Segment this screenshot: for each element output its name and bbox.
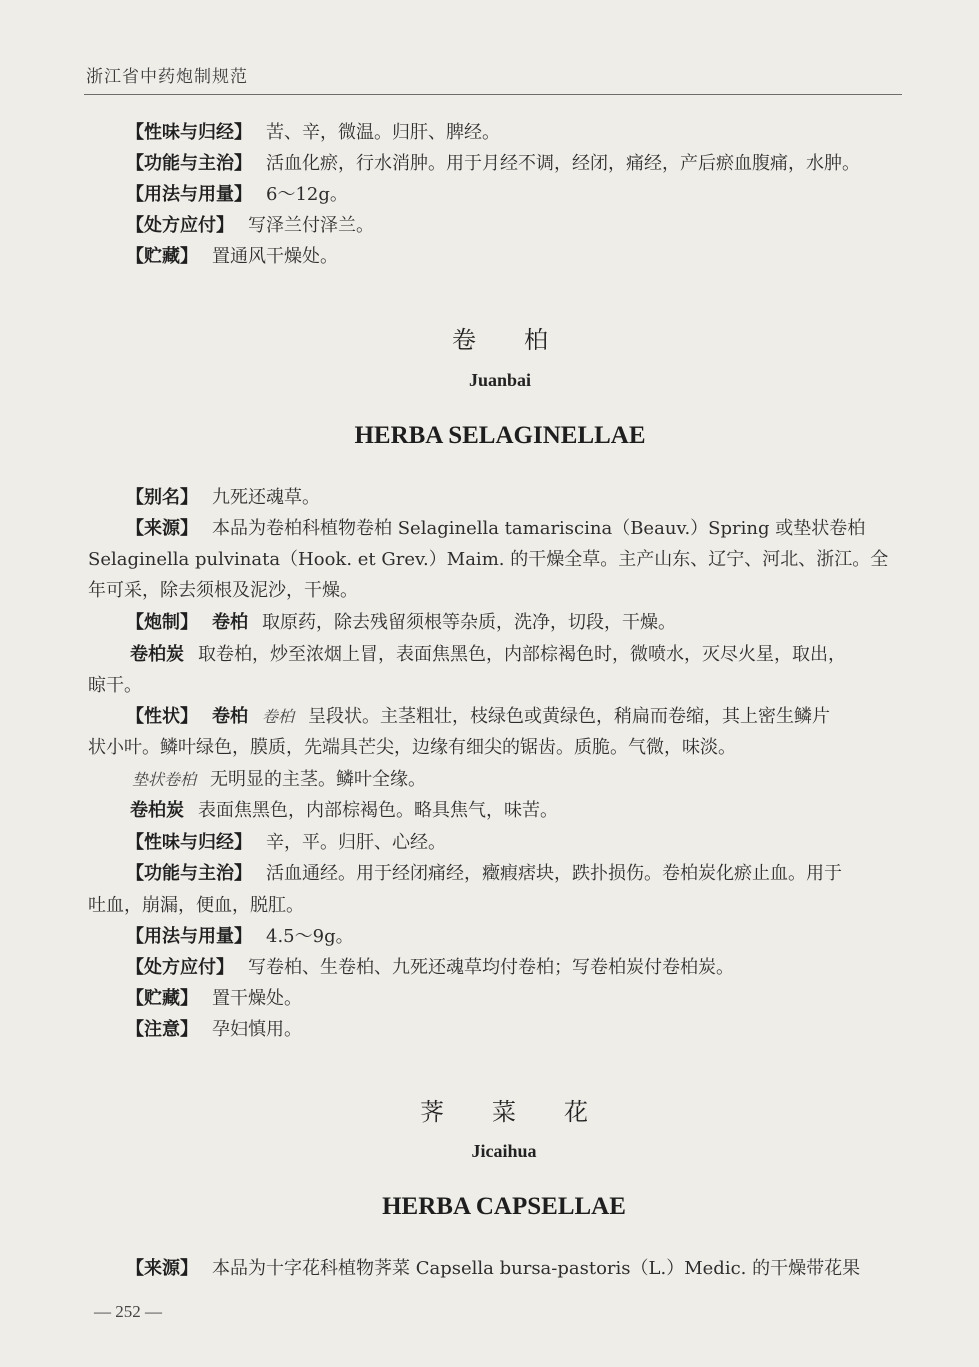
entry-taste-meridian <box>126 832 446 854</box>
entry-label: 【贮藏】 <box>126 988 198 1009</box>
handwritten-annotation: 卷柏 <box>262 707 295 726</box>
entry-label: 【用法与用量】 <box>126 926 252 947</box>
monograph-chinese-title: 荠 菜 花 <box>420 1098 588 1126</box>
monograph-pinyin: Juanbai <box>468 370 532 390</box>
entry-label: 【来源】 <box>126 518 198 539</box>
header-rule <box>84 94 902 95</box>
entry-storage <box>126 988 302 1010</box>
entry-processing-charcoal <box>130 644 846 666</box>
entry-source-cont: 年可采，除去须根及泥沙，干燥。 <box>88 580 358 601</box>
entry-label: 【性味与归经】 <box>126 122 252 143</box>
entry-alias <box>126 487 320 509</box>
entry-label: 【来源】 <box>126 1258 198 1279</box>
entry-properties-cont: 状小叶。鳞叶绿色，膜质，先端具芒尖，边缘有细尖的锯齿。质脆。气微，味淡。 <box>88 737 736 758</box>
entry-label: 【别名】 <box>126 487 198 508</box>
entry-label: 【炮制】 <box>126 612 198 633</box>
properties-subhead: 卷柏炭 <box>130 800 184 821</box>
monograph-chinese-title: 卷 柏 <box>452 326 548 354</box>
entry-text: 苦、辛，微温。归肝、脾经。 <box>266 122 500 143</box>
entry-label: 【功能与主治】 <box>126 153 252 174</box>
entry-properties <box>126 706 830 728</box>
page-number: — 252 — <box>94 1302 162 1321</box>
entry-properties-pulvinata <box>132 769 426 791</box>
entry-text: 无明显的主茎。鳞叶全缘。 <box>210 769 427 790</box>
entry-text: 孕妇慎用。 <box>212 1019 302 1040</box>
entry-processing <box>126 612 676 634</box>
entry-processing-cont: 晾干。 <box>88 675 142 696</box>
entry-source <box>126 1258 860 1280</box>
entry-text: 辛，平。归肝、心经。 <box>266 832 446 853</box>
entry-label: 【性味与归经】 <box>126 832 252 853</box>
monograph-pinyin: Jicaihua <box>471 1141 537 1161</box>
entry-text: 本品为十字花科植物荠菜 Capsella bursa-pastoris（L.）Medic. 的干燥带花果 <box>212 1258 861 1279</box>
entry-prescription <box>126 215 374 237</box>
entry-text: 本品为卷柏科植物卷柏 Selaginella tamariscina（Beauv.）Spring 或垫状卷柏 <box>212 518 866 539</box>
entry-text: 九死还魂草。 <box>212 487 320 508</box>
entry-label: 【功能与主治】 <box>126 863 252 884</box>
entry-text: 6～12g。 <box>266 184 348 205</box>
entry-label: 【用法与用量】 <box>126 184 252 205</box>
entry-function-indication <box>126 153 860 175</box>
entry-usage-dosage <box>126 184 348 206</box>
entry-properties-charcoal <box>130 800 558 822</box>
entry-text: 活血化瘀，行水消肿。用于月经不调，经闭，痛经，产后瘀血腹痛，水肿。 <box>266 153 860 174</box>
entry-text: 表面焦黑色，内部棕褐色。略具焦气，味苦。 <box>198 800 558 821</box>
entry-storage <box>126 246 338 268</box>
entry-text: 4.5～9g。 <box>266 926 354 947</box>
entry-label: 【贮藏】 <box>126 246 198 267</box>
running-header: 浙江省中药炮制规范 <box>86 67 248 87</box>
entry-usage-dosage <box>126 926 354 948</box>
processing-subhead: 卷柏 <box>212 612 248 633</box>
handwritten-annotation: 垫状卷柏 <box>132 770 197 789</box>
entry-label: 【注意】 <box>126 1019 198 1040</box>
monograph-latin-name: HERBA SELAGINELLAE <box>354 422 646 449</box>
entry-text: 写泽兰付泽兰。 <box>248 215 374 236</box>
entry-function-cont: 吐血，崩漏，便血，脱肛。 <box>88 895 304 916</box>
entry-label: 【处方应付】 <box>126 957 234 978</box>
processing-subhead: 卷柏炭 <box>130 644 184 665</box>
entry-source <box>126 518 865 540</box>
entry-text: 活血通经。用于经闭痛经，癥瘕痞块，跌扑损伤。卷柏炭化瘀止血。用于 <box>266 863 842 884</box>
entry-function-indication <box>126 863 842 885</box>
properties-subhead: 卷柏 <box>212 706 248 727</box>
entry-text: 写卷柏、生卷柏、九死还魂草均付卷柏；写卷柏炭付卷柏炭。 <box>248 957 734 978</box>
entry-prescription <box>126 957 734 979</box>
entry-text: 置通风干燥处。 <box>212 246 338 267</box>
entry-text: 取卷柏，炒至浓烟上冒，表面焦黑色，内部棕褐色时，微喷水，灭尽火星，取出， <box>198 644 846 665</box>
entry-text: 取原药，除去残留须根等杂质，洗净，切段，干燥。 <box>262 612 676 633</box>
entry-text: 呈段状。主茎粗壮，枝绿色或黄绿色，稍扁而卷缩，其上密生鳞片 <box>308 706 831 727</box>
entry-taste-meridian <box>126 122 500 144</box>
entry-label: 【性状】 <box>126 706 198 727</box>
entry-text: 置干燥处。 <box>212 988 302 1009</box>
entry-label: 【处方应付】 <box>126 215 234 236</box>
monograph-latin-name: HERBA CAPSELLAE <box>382 1193 626 1220</box>
entry-source-cont: Selaginella pulvinata（Hook. et Grev.）Maim. 的干燥全草。主产山东、辽宁、河北、浙江。全 <box>88 549 889 570</box>
entry-caution <box>126 1019 302 1041</box>
